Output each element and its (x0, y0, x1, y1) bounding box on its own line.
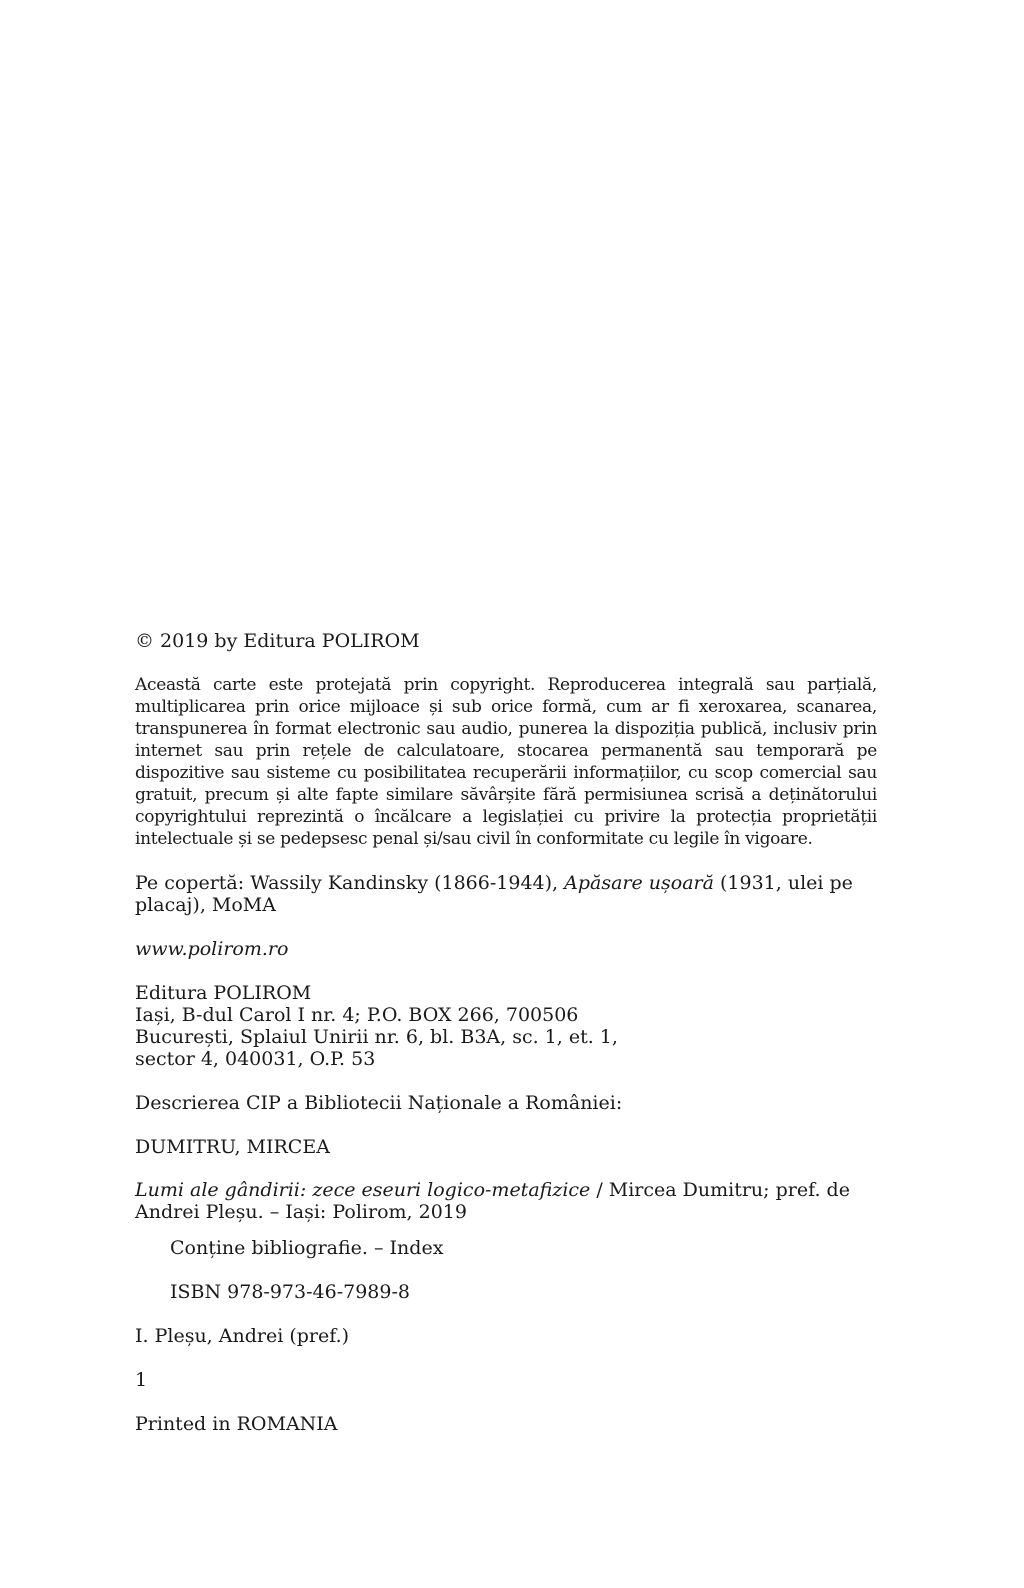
address-iasi: Iași, B-dul Carol I nr. 4; P.O. BOX 266, 700506 (135, 1004, 579, 1026)
copyright-notice: © 2019 by Editura POLIROM (135, 630, 420, 652)
legal-notice: Această carte este protejată prin copyright. Reproducerea integrală sau parțială, multiplicarea prin orice mijloace și sub orice formă, cum ar fi xeroxarea, scanarea, transpunerea în format electronic sau audio, punerea la dispoziția publică, inclusiv prin internet sau prin rețele de calculatoare, stocarea permanentă sau temporară pe dispozitive sau sisteme cu posibilitatea recuperării informațiilor, cu scop comercial sau gratuit, precum și alte fapte similare săvârșite fără permisiunea scrisă a deținătorului copyrightului reprezintă o încălcare a legislației cu privire la protecția proprietății intelectuale și se pedepsesc penal și/sau civil în conformitate cu legile în vigoare. (135, 675, 877, 849)
cip-classification: 1 (135, 1369, 148, 1391)
cover-artwork-title: Apăsare ușoară (564, 872, 714, 894)
printed-in: Printed in ROMANIA (135, 1413, 338, 1435)
cover-credit-prefix: Pe copertă: Wassily Kandinsky (1866-1944), (135, 872, 565, 894)
cip-responsibility: / Mircea Dumitru; pref. de Andrei Pleșu. – Iași: Polirom, 2019 (135, 1179, 850, 1223)
cip-added-entry: I. Pleșu, Andrei (pref.) (135, 1325, 350, 1347)
cover-credit (135, 872, 877, 916)
cip-author: DUMITRU, MIRCEA (135, 1136, 330, 1158)
publisher-website: www.polirom.ro (135, 938, 289, 960)
cip-book-title: Lumi ale gândirii: zece eseuri logico-metafizice (135, 1179, 591, 1201)
copyright-page (135, 630, 877, 1435)
publisher-name: Editura POLIROM (135, 982, 312, 1004)
cip-contents-note: Conține bibliografie. – Index (170, 1237, 444, 1259)
address-bucuresti-line2: sector 4, 040031, O.P. 53 (135, 1048, 376, 1070)
address-bucuresti-line1: București, Splaiul Unirii nr. 6, bl. B3A, sc. 1, et. 1, (135, 1026, 618, 1048)
cover-credit-suffix: (1931, ulei pe placaj), MoMA (135, 872, 853, 916)
cip-title (135, 1179, 877, 1223)
publisher-address (135, 982, 877, 1070)
cip-isbn: ISBN 978-973-46-7989-8 (170, 1281, 410, 1303)
cip-heading: Descrierea CIP a Bibliotecii Naționale a României: (135, 1092, 623, 1114)
